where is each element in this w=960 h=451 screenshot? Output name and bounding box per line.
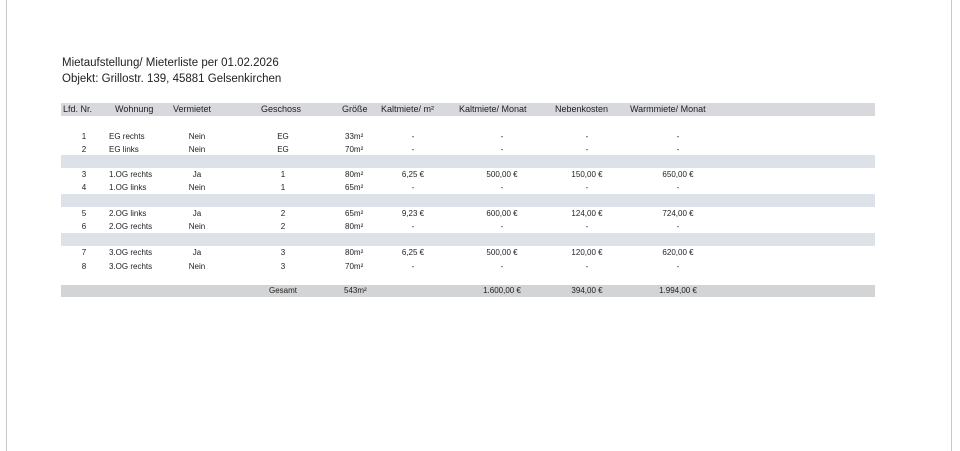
cell-warmmiete-monat: 620,00 € [662,248,694,257]
cell-wohnung: EG rechts [109,132,145,141]
cell-warmmiete-monat: 650,00 € [662,170,694,179]
cell-groesse: 65m² [345,183,364,192]
cell-kaltmiete-monat: - [500,132,504,141]
cell-wohnung: 3.OG rechts [109,262,153,271]
cell-nebenkosten: - [585,222,589,231]
cell-nr: 8 [81,262,87,271]
header-kaltmiete-m2: Kaltmiete/ m² [381,104,435,114]
cell-wohnung: 3.OG rechts [109,248,153,257]
cell-kaltmiete-m2: - [411,222,415,231]
header-warmmiete-monat: Warmmiete/ Monat [630,104,706,114]
cell-kaltmiete-m2: 9,23 € [401,209,425,218]
document-subtitle: Objekt: Grillostr. 139, 45881 Gelsenkirchen [62,73,282,85]
cell-vermietet: Nein [188,132,206,141]
cell-geschoss: 3 [280,262,286,271]
cell-warmmiete-monat: - [676,132,680,141]
header-geschoss: Geschoss [261,104,302,114]
cell-wohnung: 1.OG links [109,183,147,192]
header-groesse: Größe [342,104,368,114]
cell-nebenkosten: - [585,262,589,271]
cell-geschoss: 3 [280,248,286,257]
cell-wohnung: EG links [109,145,139,154]
cell-warmmiete-monat: - [676,145,680,154]
cell-vermietet: Ja [192,170,202,179]
cell-kaltmiete-m2: - [411,262,415,271]
cell-nr: 4 [81,183,87,192]
cell-kaltmiete-m2: - [411,145,415,154]
total-groesse: 543m² [344,286,367,295]
cell-vermietet: Ja [192,209,202,218]
cell-wohnung: 1.OG rechts [109,170,153,179]
cell-nr: 3 [81,170,87,179]
cell-kaltmiete-monat: 500,00 € [486,170,518,179]
cell-nr: 6 [81,222,87,231]
header-kaltmiete-monat: Kaltmiete/ Monat [459,104,527,114]
group-separator [61,155,875,168]
cell-warmmiete-monat: - [676,183,680,192]
cell-kaltmiete-m2: 6,25 € [401,248,425,257]
cell-geschoss: 1 [280,183,286,192]
cell-geschoss: EG [277,132,289,141]
cell-kaltmiete-monat: - [500,222,504,231]
total-row [61,285,875,297]
table-header [61,103,875,116]
total-nebenkosten: 394,00 € [571,286,603,295]
cell-geschoss: 2 [280,222,286,231]
cell-nebenkosten: 120,00 € [571,248,603,257]
cell-geschoss: 1 [280,170,286,179]
cell-nr: 7 [81,248,87,257]
cell-nr: 1 [81,132,87,141]
cell-warmmiete-monat: 724,00 € [662,209,694,218]
cell-nebenkosten: - [585,132,589,141]
page-edge-left [6,0,7,451]
cell-vermietet: Nein [188,145,206,154]
cell-warmmiete-monat: - [676,222,680,231]
cell-nebenkosten: 124,00 € [571,209,603,218]
cell-kaltmiete-m2: - [411,183,415,192]
cell-nr: 5 [81,209,87,218]
group-separator [61,194,875,207]
header-lfd-nr: Lfd. Nr. [63,104,93,114]
cell-kaltmiete-monat: - [500,183,504,192]
cell-vermietet: Nein [188,222,206,231]
cell-vermietet: Nein [188,183,206,192]
cell-vermietet: Nein [188,262,206,271]
cell-kaltmiete-m2: 6,25 € [401,170,425,179]
cell-nebenkosten: - [585,183,589,192]
header-nebenkosten: Nebenkosten [555,104,609,114]
cell-wohnung: 2.OG links [109,209,147,218]
cell-nebenkosten: - [585,145,589,154]
cell-nr: 2 [81,145,87,154]
cell-groesse: 33m² [345,132,364,141]
group-separator [61,233,875,246]
cell-nebenkosten: 150,00 € [571,170,603,179]
cell-groesse: 80m² [345,222,364,231]
cell-vermietet: Ja [192,248,202,257]
cell-kaltmiete-monat: - [500,262,504,271]
header-vermietet: Vermietet [173,104,212,114]
cell-groesse: 70m² [345,145,364,154]
total-kaltmiete-monat: 1.600,00 € [483,286,521,295]
page-edge-right [951,0,952,451]
document-title: Mietaufstellung/ Mieterliste per 01.02.2026 [62,57,279,69]
cell-warmmiete-monat: - [676,262,680,271]
cell-kaltmiete-monat: 600,00 € [486,209,518,218]
cell-geschoss: 2 [280,209,286,218]
cell-wohnung: 2.OG rechts [109,222,153,231]
cell-groesse: 65m² [345,209,364,218]
total-label: Gesamt [268,286,298,295]
cell-kaltmiete-monat: - [500,145,504,154]
total-warmmiete-monat: 1.994,00 € [659,286,697,295]
cell-kaltmiete-m2: - [411,132,415,141]
cell-groesse: 80m² [345,170,364,179]
cell-kaltmiete-monat: 500,00 € [486,248,518,257]
cell-groesse: 70m² [345,262,364,271]
header-wohnung: Wohnung [115,104,154,114]
cell-groesse: 80m² [345,248,364,257]
cell-geschoss: EG [277,145,289,154]
